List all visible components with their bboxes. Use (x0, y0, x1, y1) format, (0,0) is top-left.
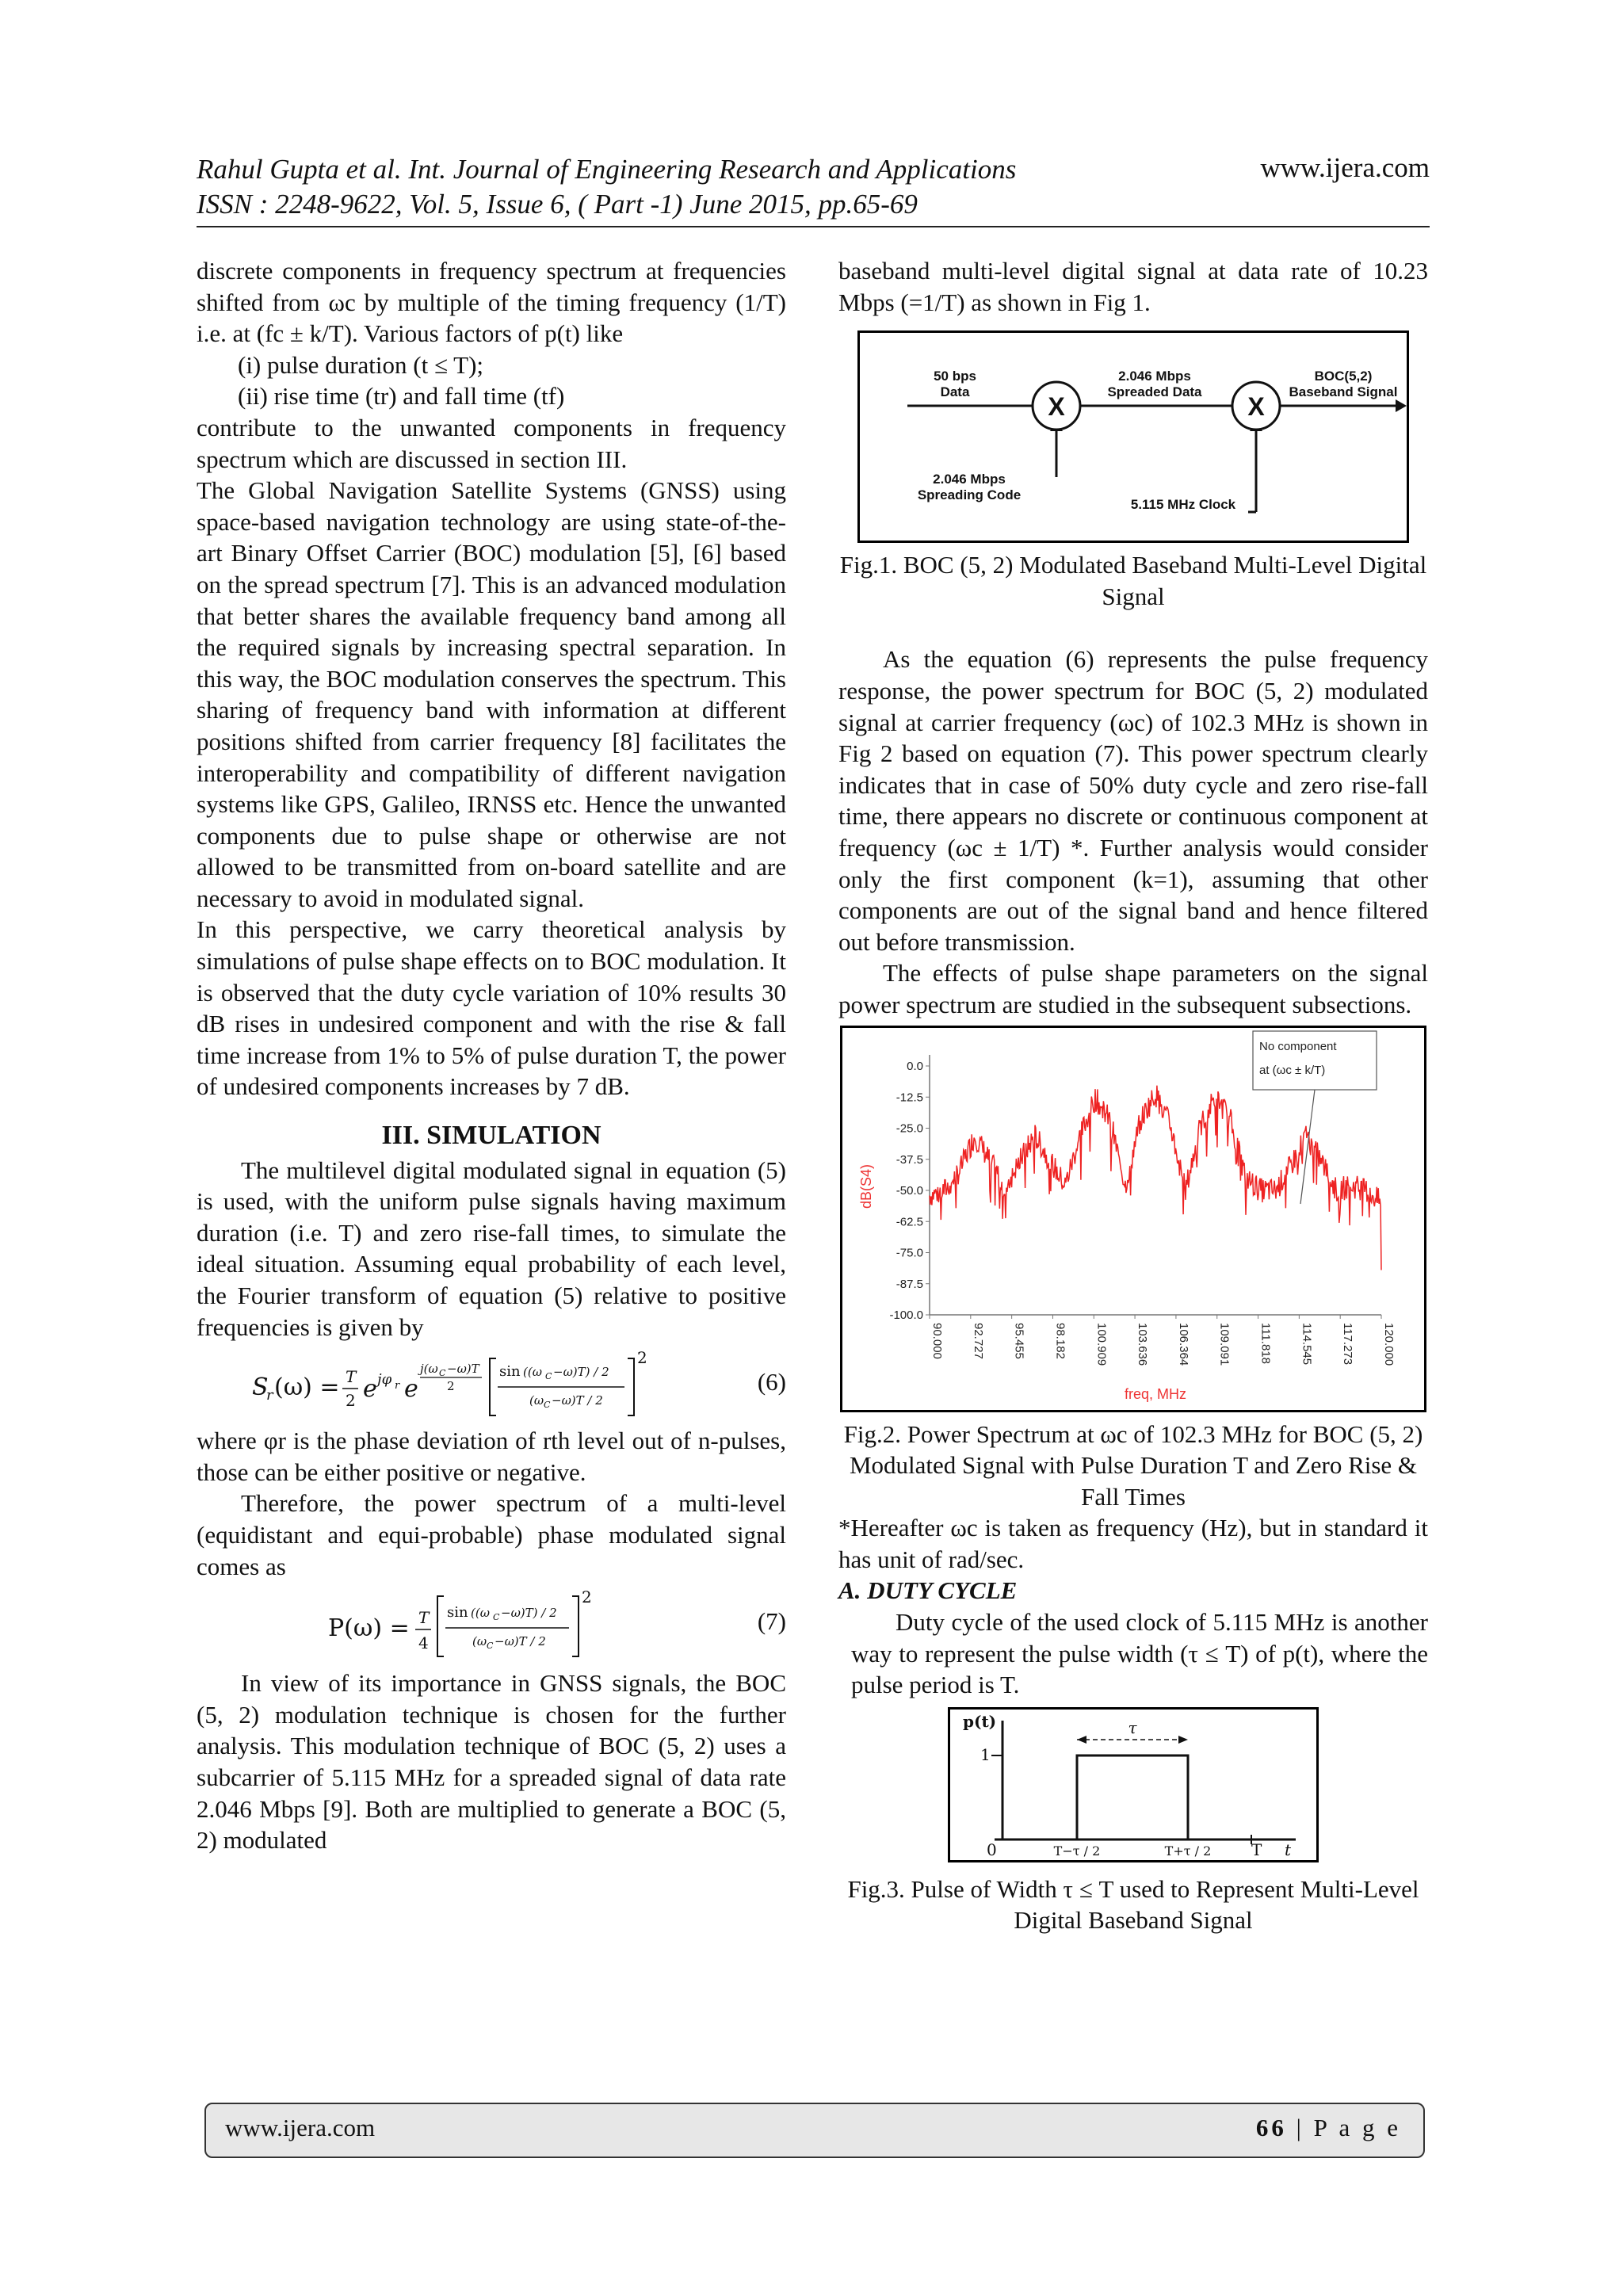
figure-2-caption: Fig.2. Power Spectrum at ωc of 102.3 MHz for BOC (5, 2) Modulated Signal with Pulse Duration T and Zero Rise & Fall Times (843, 1419, 1423, 1511)
svg-text:S: S (252, 1373, 269, 1402)
fig1-x-2: X (1247, 392, 1265, 422)
fig1-label-code-2: Spreading Code (917, 487, 1022, 503)
x-tick-label: 98.182 (1053, 1322, 1067, 1359)
svg-text:−ω)T / 2: −ω)T / 2 (495, 1634, 546, 1649)
left-column (197, 255, 786, 1856)
left-paragraph-perspective: In this perspective, we carry theoretical analysis by simulations of pulse shape effects on to BOC modulation. It is observed that the duty cycle variation of 10% results 30 dB rises in undesired component and with the rise & fall time increase from 1% to 5% of pulse duration T, the power of undesired components increases by 7 dB. (197, 915, 786, 1101)
footer-website[interactable]: www.ijera.com (225, 2114, 376, 2141)
x-tick-label: 117.273 (1341, 1322, 1355, 1365)
left-paragraph-phase: where φr is the phase deviation of rth level out of n-pulses, those can be either positive or negative. (197, 1427, 786, 1486)
equation-7-number: (7) (757, 1607, 786, 1636)
svg-text:C: C (487, 1641, 494, 1652)
y-tick-label: -75.0 (896, 1246, 923, 1259)
y-tick-label: -37.5 (896, 1152, 923, 1167)
y-tick-label: -25.0 (896, 1121, 923, 1135)
x-tick-label: 109.091 (1217, 1322, 1232, 1366)
svg-text:2: 2 (346, 1391, 356, 1411)
left-paragraph-1: discrete components in frequency spectrum at frequencies shifted from ωc by multiple of the timing frequency (1/T) i.e. at (fc ± k/T). Various factors of p(t) like (197, 257, 786, 348)
fig1-label-clock: 5.115 MHz Clock (1130, 497, 1236, 513)
svg-text:2: 2 (582, 1587, 592, 1607)
fig1-label-spreaded-2: Spreaded Data (1107, 384, 1202, 400)
fig1-label-data-1: 50 bps (934, 369, 976, 384)
power-spectrum-line (930, 1085, 1381, 1270)
x-tick-label: 92.727 (971, 1322, 985, 1359)
fig3-origin: 0 (987, 1839, 997, 1859)
svg-text:P(ω) =: P(ω) = (328, 1614, 410, 1643)
svg-text:T: T (418, 1608, 430, 1628)
svg-text:((ω: ((ω (471, 1606, 490, 1621)
x-tick-label: 100.909 (1094, 1322, 1109, 1366)
figure-1-block-diagram (857, 330, 1409, 543)
svg-text:C: C (545, 1371, 552, 1382)
left-paragraph-gnss: The Global Navigation Satellite Systems (GNSS) using space-based navigation technology are using state-of-the-art Binary Offset Carrier (BOC) modulation [5], [6] based on the spread spectrum [7]. This is an advanced modulation that better shares the available frequency band among all the required signals by increasing spectral separation. In this way, the BOC modulation conserves the spectrum. This sharing of frequency band with information at different positions shifted from carrier frequency [8] facilitates the interoperability and compatibility of different navigation systems like GPS, Galileo, IRNSS etc. Hence the unwanted components due to pulse shape or otherwise are not allowed to be transmitted from on-board satellite and are necessary to avoid in modulated signal. (197, 476, 786, 912)
svg-text:sin: sin (447, 1604, 468, 1622)
chart-x-axis-label: freq, MHz (1124, 1385, 1187, 1402)
figure-3-pulse (948, 1707, 1319, 1862)
figure-2-chart (840, 1026, 1426, 1412)
journal-header-line1: Rahul Gupta et al. Int. Journal of Engineering Research and Applications (197, 154, 1017, 185)
header-website[interactable]: www.ijera.com (1260, 152, 1430, 183)
chart-annotation-line1: No component (1259, 1039, 1337, 1053)
right-column (838, 255, 1428, 1936)
svg-text:(ω) =: (ω) = (274, 1373, 340, 1402)
fig3-level-one: 1 (980, 1744, 991, 1764)
figure-1-caption: Fig.1. BOC (5, 2) Modulated Baseband Multi-Level Digital Signal (839, 551, 1427, 610)
equation-6-number: (6) (757, 1368, 786, 1396)
right-paragraph-duty-cycle: Duty cycle of the used clock of 5.115 MHz is another way to represent the pulse width (τ ≤ T) of p(t), where the pulse period is T. (851, 1608, 1428, 1699)
fig3-tau: τ (1128, 1717, 1137, 1737)
right-paragraph-1: baseband multi-level digital signal at data rate of 10.23 Mbps (=1/T) as shown in Fig 1. (838, 257, 1428, 316)
svg-text:2: 2 (447, 1379, 455, 1394)
subsection-heading-duty-cycle: A. DUTY CYCLE (838, 1576, 1018, 1605)
header-rule (197, 226, 1430, 227)
right-paragraph-spectrum: As the equation (6) represents the pulse frequency response, the power spectrum for BOC (5, 2) modulated signal at carrier frequency (ωc) of 102.3 MHz is shown in Fig 2 based on equation (7). This power spectrum clearly indicates that in case of 50% duty cycle and zero rise-fall time, there appears no discrete or continuous component at frequency (ωc ± 1/T) *. Further analysis would consider only the first component (k=1), assuming that other components are out of the signal band and hence filtered out before transmission. (838, 645, 1428, 956)
left-paragraph-therefore: Therefore, the power spectrum of a multi-level (equidistant and equi-probable) phase modulated signal comes as (197, 1489, 786, 1580)
x-tick-label: 106.364 (1176, 1322, 1190, 1366)
y-tick-label: -87.5 (896, 1277, 923, 1291)
chart-annotation-line2: at (ωc ± k/T) (1259, 1063, 1326, 1077)
svg-text:C: C (544, 1400, 551, 1411)
fig3-x1: T−τ / 2 (1053, 1843, 1101, 1859)
fig1-label-boc-1: BOC(5,2) (1314, 369, 1373, 384)
figure-3-svg (950, 1710, 1316, 1860)
equation-6-formula (197, 1347, 704, 1420)
fig1-label-code-1: 2.046 Mbps (933, 472, 1006, 487)
page-number: 66 (1255, 2114, 1287, 2141)
right-paragraph-effects: The effects of pulse shape parameters on the signal power spectrum are studied in the subsequent subsections. (838, 959, 1428, 1018)
journal-header-line2: ISSN : 2248-9622, Vol. 5, Issue 6, ( Part -1) June 2015, pp.65-69 (197, 189, 918, 220)
x-tick-label: 111.818 (1258, 1322, 1273, 1364)
page-footer (204, 2103, 1425, 2158)
power-spectrum-chart (842, 1028, 1424, 1410)
svg-text:jφ: jφ (377, 1371, 392, 1389)
equation-7-formula (197, 1587, 704, 1663)
fig3-axis-t: t (1285, 1839, 1292, 1859)
svg-text:T: T (346, 1367, 357, 1387)
svg-text:sin: sin (499, 1363, 521, 1381)
list-item-pulse-duration: (i) pulse duration (t ≤ T); (238, 350, 484, 379)
left-paragraph-boc: In view of its importance in GNSS signals, the BOC (5, 2) modulation technique is chosen for the further analysis. This modulation technique of BOC (5, 2) uses a subcarrier of 5.115 MHz for a spreaded signal of data rate 2.046 Mbps [9]. Both are multiplied to generate a BOC (5, 2) modulated (197, 1669, 786, 1855)
x-tick-label: 103.636 (1136, 1322, 1150, 1366)
svg-text:−ω)T) / 2: −ω)T) / 2 (553, 1365, 609, 1380)
svg-text:4: 4 (418, 1633, 429, 1653)
chart-y-axis-label: dB(S4) (858, 1163, 874, 1209)
equation-6 (197, 1347, 786, 1420)
y-tick-label: -100.0 (889, 1308, 923, 1322)
section-heading: III. SIMULATION (381, 1121, 601, 1151)
x-tick-label: 95.455 (1012, 1322, 1026, 1359)
equation-7 (197, 1587, 786, 1663)
svg-text:2: 2 (637, 1348, 647, 1368)
svg-text:r: r (395, 1380, 400, 1392)
figure-1-svg (860, 333, 1407, 541)
svg-text:j(ω: j(ω (420, 1362, 438, 1377)
fig1-label-boc-2: Baseband Signal (1289, 384, 1398, 400)
left-paragraph-2: contribute to the unwanted components in frequency spectrum which are discussed in section III. (197, 413, 786, 473)
svg-text:((ω: ((ω (523, 1365, 542, 1380)
x-tick-label: 120.000 (1382, 1322, 1396, 1366)
footer-page-number (1256, 2114, 1401, 2142)
svg-text:−ω)T) / 2: −ω)T) / 2 (501, 1606, 557, 1621)
fig3-period-T: T (1251, 1839, 1262, 1859)
svg-text:r: r (266, 1387, 273, 1404)
svg-text:C: C (493, 1612, 500, 1623)
y-tick-label: -62.5 (896, 1214, 923, 1228)
fig1-x-1: X (1048, 392, 1065, 422)
svg-text:−ω)T / 2: −ω)T / 2 (552, 1393, 603, 1408)
figure-3-caption: Fig.3. Pulse of Width τ ≤ T used to Represent Multi-Level Digital Baseband Signal (847, 1874, 1419, 1935)
fig3-x2: T+τ / 2 (1164, 1843, 1212, 1859)
y-tick-label: 0.0 (907, 1059, 923, 1073)
left-paragraph-simulation: The multilevel digital modulated signal in equation (5) is used, with the uniform pulse signals having maximum duration (i.e. T) and zero rise-fall times, to simulate the ideal situation. Assuming equal probability of each level, the Fourier transform of equation (5) relative to positive frequencies is given by (197, 1156, 786, 1341)
svg-text:e: e (363, 1375, 377, 1404)
y-tick-label: -50.0 (896, 1183, 923, 1198)
footnote: *Hereafter ωc is taken as frequency (Hz), but in standard it has unit of rad/sec. (838, 1514, 1428, 1573)
svg-text:(ω: (ω (529, 1393, 544, 1408)
fig1-label-spreaded-1: 2.046 Mbps (1118, 369, 1191, 384)
svg-text:e: e (404, 1375, 418, 1404)
x-tick-label: 114.545 (1300, 1322, 1314, 1365)
fig1-label-data-2: Data (940, 384, 970, 400)
y-tick-label: -12.5 (896, 1090, 923, 1104)
fig3-ylabel: p(t) (963, 1711, 997, 1731)
svg-text:−ω)T: −ω)T (447, 1362, 479, 1377)
page-word: | P a g e (1286, 2114, 1401, 2141)
x-tick-label: 90.000 (930, 1322, 944, 1359)
svg-text:(ω: (ω (472, 1634, 487, 1649)
svg-text:C: C (439, 1368, 446, 1379)
list-item-rise-fall: (ii) rise time (tr) and fall time (tf) (238, 382, 565, 411)
